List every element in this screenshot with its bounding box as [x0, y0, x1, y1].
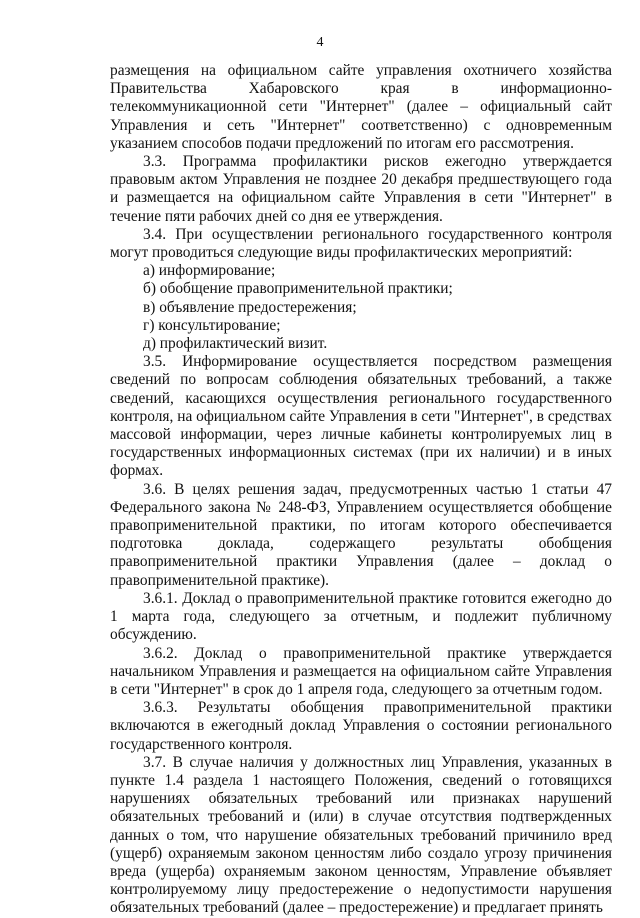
paragraph-3-6-3: 3.6.3. Результаты обобщения правоприменительной практики включаются в ежегодный доклад Управления о состоянии регионального государственного контроля. — [110, 699, 612, 753]
list-item-v: в) объявление предостережения; — [143, 298, 357, 316]
paragraph-continuation: размещения на официальном сайте управления охотничего хозяйства Правительства Хабаровского края в информационно-телекоммуникационной сети "Интернет" (далее – официальный сайт Управления и сеть "Интернет" соответственно) с одновременным указанием способов подачи предложений по итогам его рассмотрения. — [110, 62, 612, 152]
paragraph-3-6: 3.6. В целях решения задач, предусмотренных частью 1 статьи 47 Федерального закона № 248-ФЗ, Управлением осуществляется обобщение правоприменительной практики, по итогам которого обеспечивается подготовка доклада, содержащего результаты обобщения правоприменительной практики Управления (далее – доклад о правоприменительной практике). — [110, 480, 612, 589]
paragraph-3-4: 3.4. При осуществлении регионального государственного контроля могут проводиться следующие виды профилактических мероприятий: — [110, 225, 612, 262]
list-item-a: а) информирование; — [143, 262, 276, 280]
paragraph-3-6-2: 3.6.2. Доклад о правоприменительной практике утверждается начальником Управления и размещается на официальном сайте Управления в сети "Интернет" в срок до 1 апреля года, следующего за отчетным годом. — [110, 644, 612, 698]
paragraph-3-7: 3.7. В случае наличия у должностных лиц Управления, указанных в пункте 1.4 раздела 1 настоящего Положения, сведений о готовящихся нарушениях обязательных требований или признаках нарушений обязательных требований и (или) в случае отсутствия подтвержденных данных о том, что нарушение обязательных требований причинило вред (ущерб) охраняемым законом ценностям либо создало угрозу причинения вреда (ущерба) охраняемым законом ценностям, Управление объявляет контролируемому лицу предостережение о недопустимости нарушения обязательных требований (далее – предостережение) и предлагает принять — [110, 753, 612, 917]
page-number: 4 — [316, 35, 324, 50]
paragraph-3-5: 3.5. Информирование осуществляется посредством размещения сведений по вопросам соблюдения обязательных требований, а также сведений, касающихся осуществления регионального государственного контроля, на официальном сайте Управления в сети "Интернет", в средствах массовой информации, через личные кабинеты контролируемых лиц в государственных информационных системах (при их наличии) и в иных формах. — [110, 353, 612, 480]
document-body — [110, 62, 612, 918]
list-item-d: д) профилактический визит. — [143, 335, 328, 353]
list-item-g: г) консультирование; — [143, 316, 281, 334]
list-item-b: б) обобщение правоприменительной практики; — [143, 280, 453, 298]
paragraph-3-6-1: 3.6.1. Доклад о правоприменительной практике готовится ежегодно до 1 марта года, следующего за отчетным, и подлежит публичному обсуждению. — [110, 589, 612, 644]
paragraph-3-3: 3.3. Программа профилактики рисков ежегодно утверждается правовым актом Управления не позднее 20 декабря предшествующего года и размещается на официальном сайте Управления в сети "Интернет" в течение пяти рабочих дней со дня ее утверждения. — [110, 153, 612, 225]
